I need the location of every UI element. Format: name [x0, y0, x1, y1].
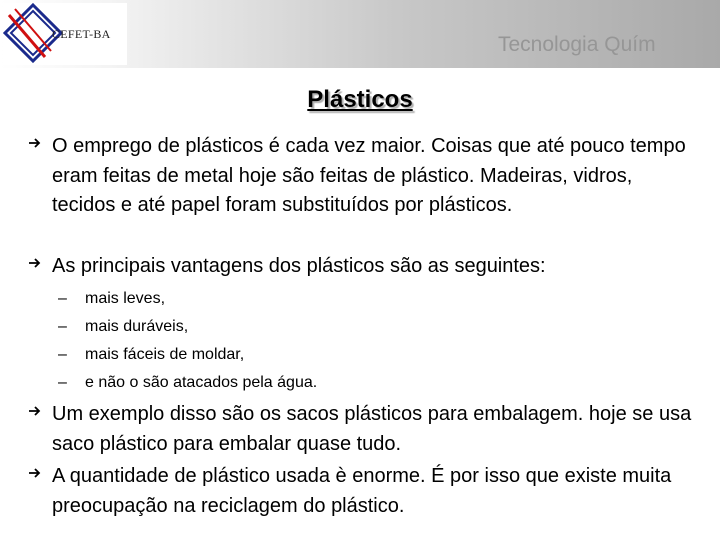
bullet-text: A quantidade de plástico usada è enorme. É por isso que existe muita preocupação na reciclagem do plástico. — [52, 465, 672, 517]
sub-item-text: mais fáceis de moldar, — [85, 346, 245, 363]
header-title: Tecnologia Quím — [498, 33, 656, 56]
dash-marker: – — [58, 290, 67, 307]
arrow-right-icon — [28, 466, 42, 480]
bullet-text: Um exemplo disso são os sacos plásticos para embalagem. hoje se usa saco plástico para embalar quase tudo. — [52, 403, 692, 455]
sub-list-item — [58, 313, 658, 341]
bullet-item — [28, 252, 698, 282]
sub-item-text: mais leves, — [85, 290, 166, 307]
sub-list-item — [58, 341, 658, 369]
slide-title: Plásticos — [307, 86, 413, 113]
sub-list — [58, 285, 658, 397]
sub-list-item — [58, 285, 658, 313]
sub-list-item — [58, 369, 658, 397]
dash-marker: – — [58, 346, 67, 363]
bullet-item — [28, 400, 698, 459]
sub-item-text: mais duráveis, — [85, 318, 189, 335]
arrow-right-icon — [28, 136, 42, 150]
dash-marker: – — [58, 318, 67, 335]
bullet-item — [28, 462, 698, 521]
bullet-text: As principais vantagens dos plásticos são as seguintes: — [52, 255, 546, 277]
logo-text: CEFET-BA — [52, 27, 111, 41]
sub-item-text: e não o são atacados pela água. — [85, 374, 318, 391]
arrow-right-icon — [28, 404, 42, 418]
dash-marker: – — [58, 374, 67, 391]
bullet-item — [28, 132, 698, 221]
bullet-text: O emprego de plásticos é cada vez maior. Coisas que até pouco tempo eram feitas de metal hoje são feitas de plástico. Madeiras, vidros, tecidos e até papel foram substituídos por plásticos. — [52, 135, 686, 216]
cefet-ba-logo — [3, 3, 127, 65]
arrow-right-icon — [28, 256, 42, 270]
header-band — [0, 0, 720, 68]
